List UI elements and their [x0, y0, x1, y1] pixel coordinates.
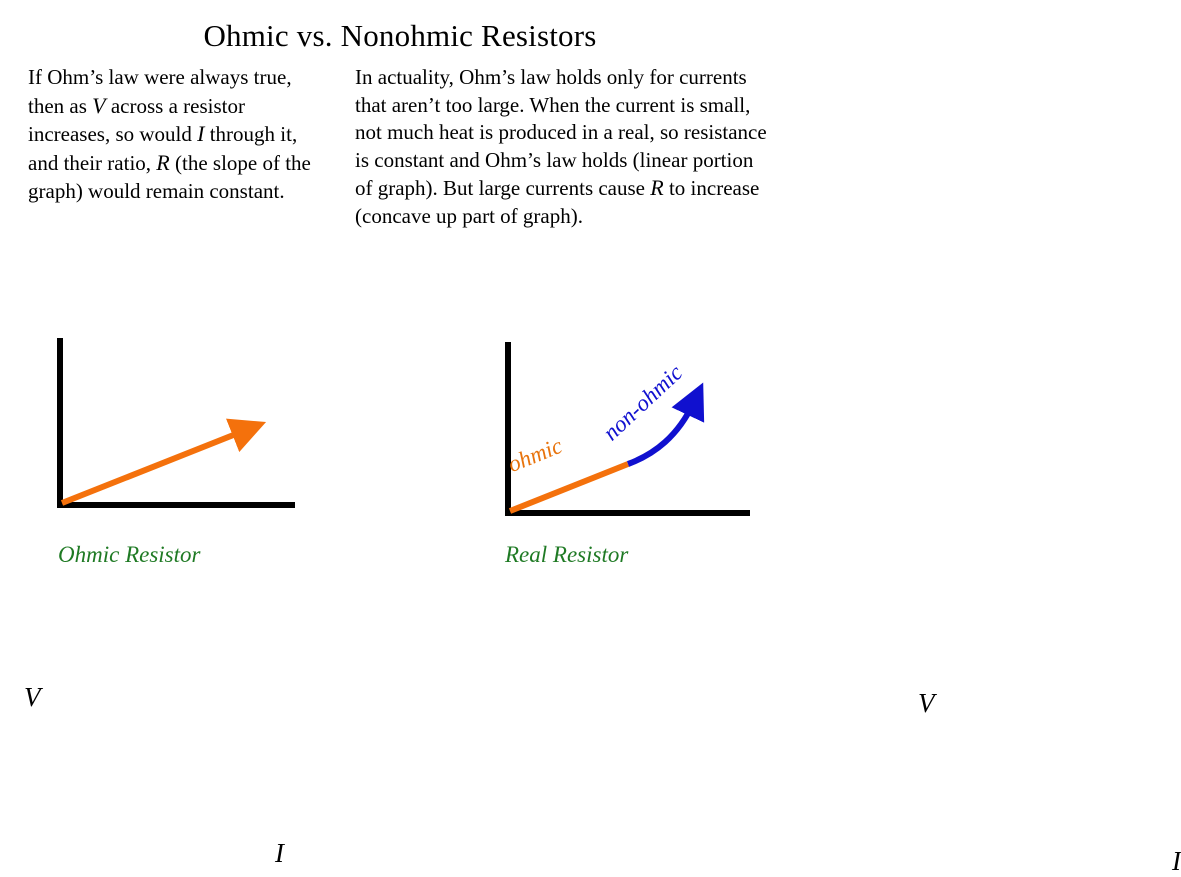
- left-text-var-i: I: [197, 121, 205, 147]
- right-text-part-1: In actuality, Ohm’s law holds only for currents that aren’t too large. When the current is small, not much heat is produced in a real, so resistance is constant and Ohm’s law holds (linear portion of graph). But large currents cause: [355, 65, 767, 200]
- right-text-var-r: R: [650, 175, 664, 200]
- ohmic-segment-label: ohmic: [504, 432, 566, 478]
- right-explanation-paragraph: [355, 64, 775, 230]
- ohmic-resistor-caption: Ohmic Resistor: [58, 542, 201, 567]
- x-axis-label-i-right: I: [1172, 846, 1181, 876]
- real-resistor-caption: Real Resistor: [505, 542, 629, 567]
- left-explanation-paragraph: [28, 64, 328, 205]
- left-text-part-3: through it, and their ratio,: [28, 122, 298, 176]
- left-text-part-4: (the slope of the graph) would remain constant.: [28, 151, 311, 203]
- left-text-var-v: V: [92, 92, 106, 118]
- left-text-part-2: across a resistor increases, so would: [28, 93, 245, 147]
- left-text-part-1: If Ohm’s law were always true, then as: [28, 65, 292, 118]
- left-text-var-r: R: [156, 150, 170, 176]
- y-axis-label-v-left: V: [24, 682, 41, 712]
- y-axis-label-v-right: V: [918, 688, 935, 718]
- ohmic-line: [62, 430, 246, 503]
- non-ohmic-segment-label: non-ohmic: [598, 359, 688, 446]
- right-text-part-2: to increase (concave up part of graph).: [355, 176, 760, 228]
- x-axis-label-i-left: I: [275, 838, 284, 868]
- page-title: Ohmic vs. Nonohmic Resistors: [203, 18, 597, 53]
